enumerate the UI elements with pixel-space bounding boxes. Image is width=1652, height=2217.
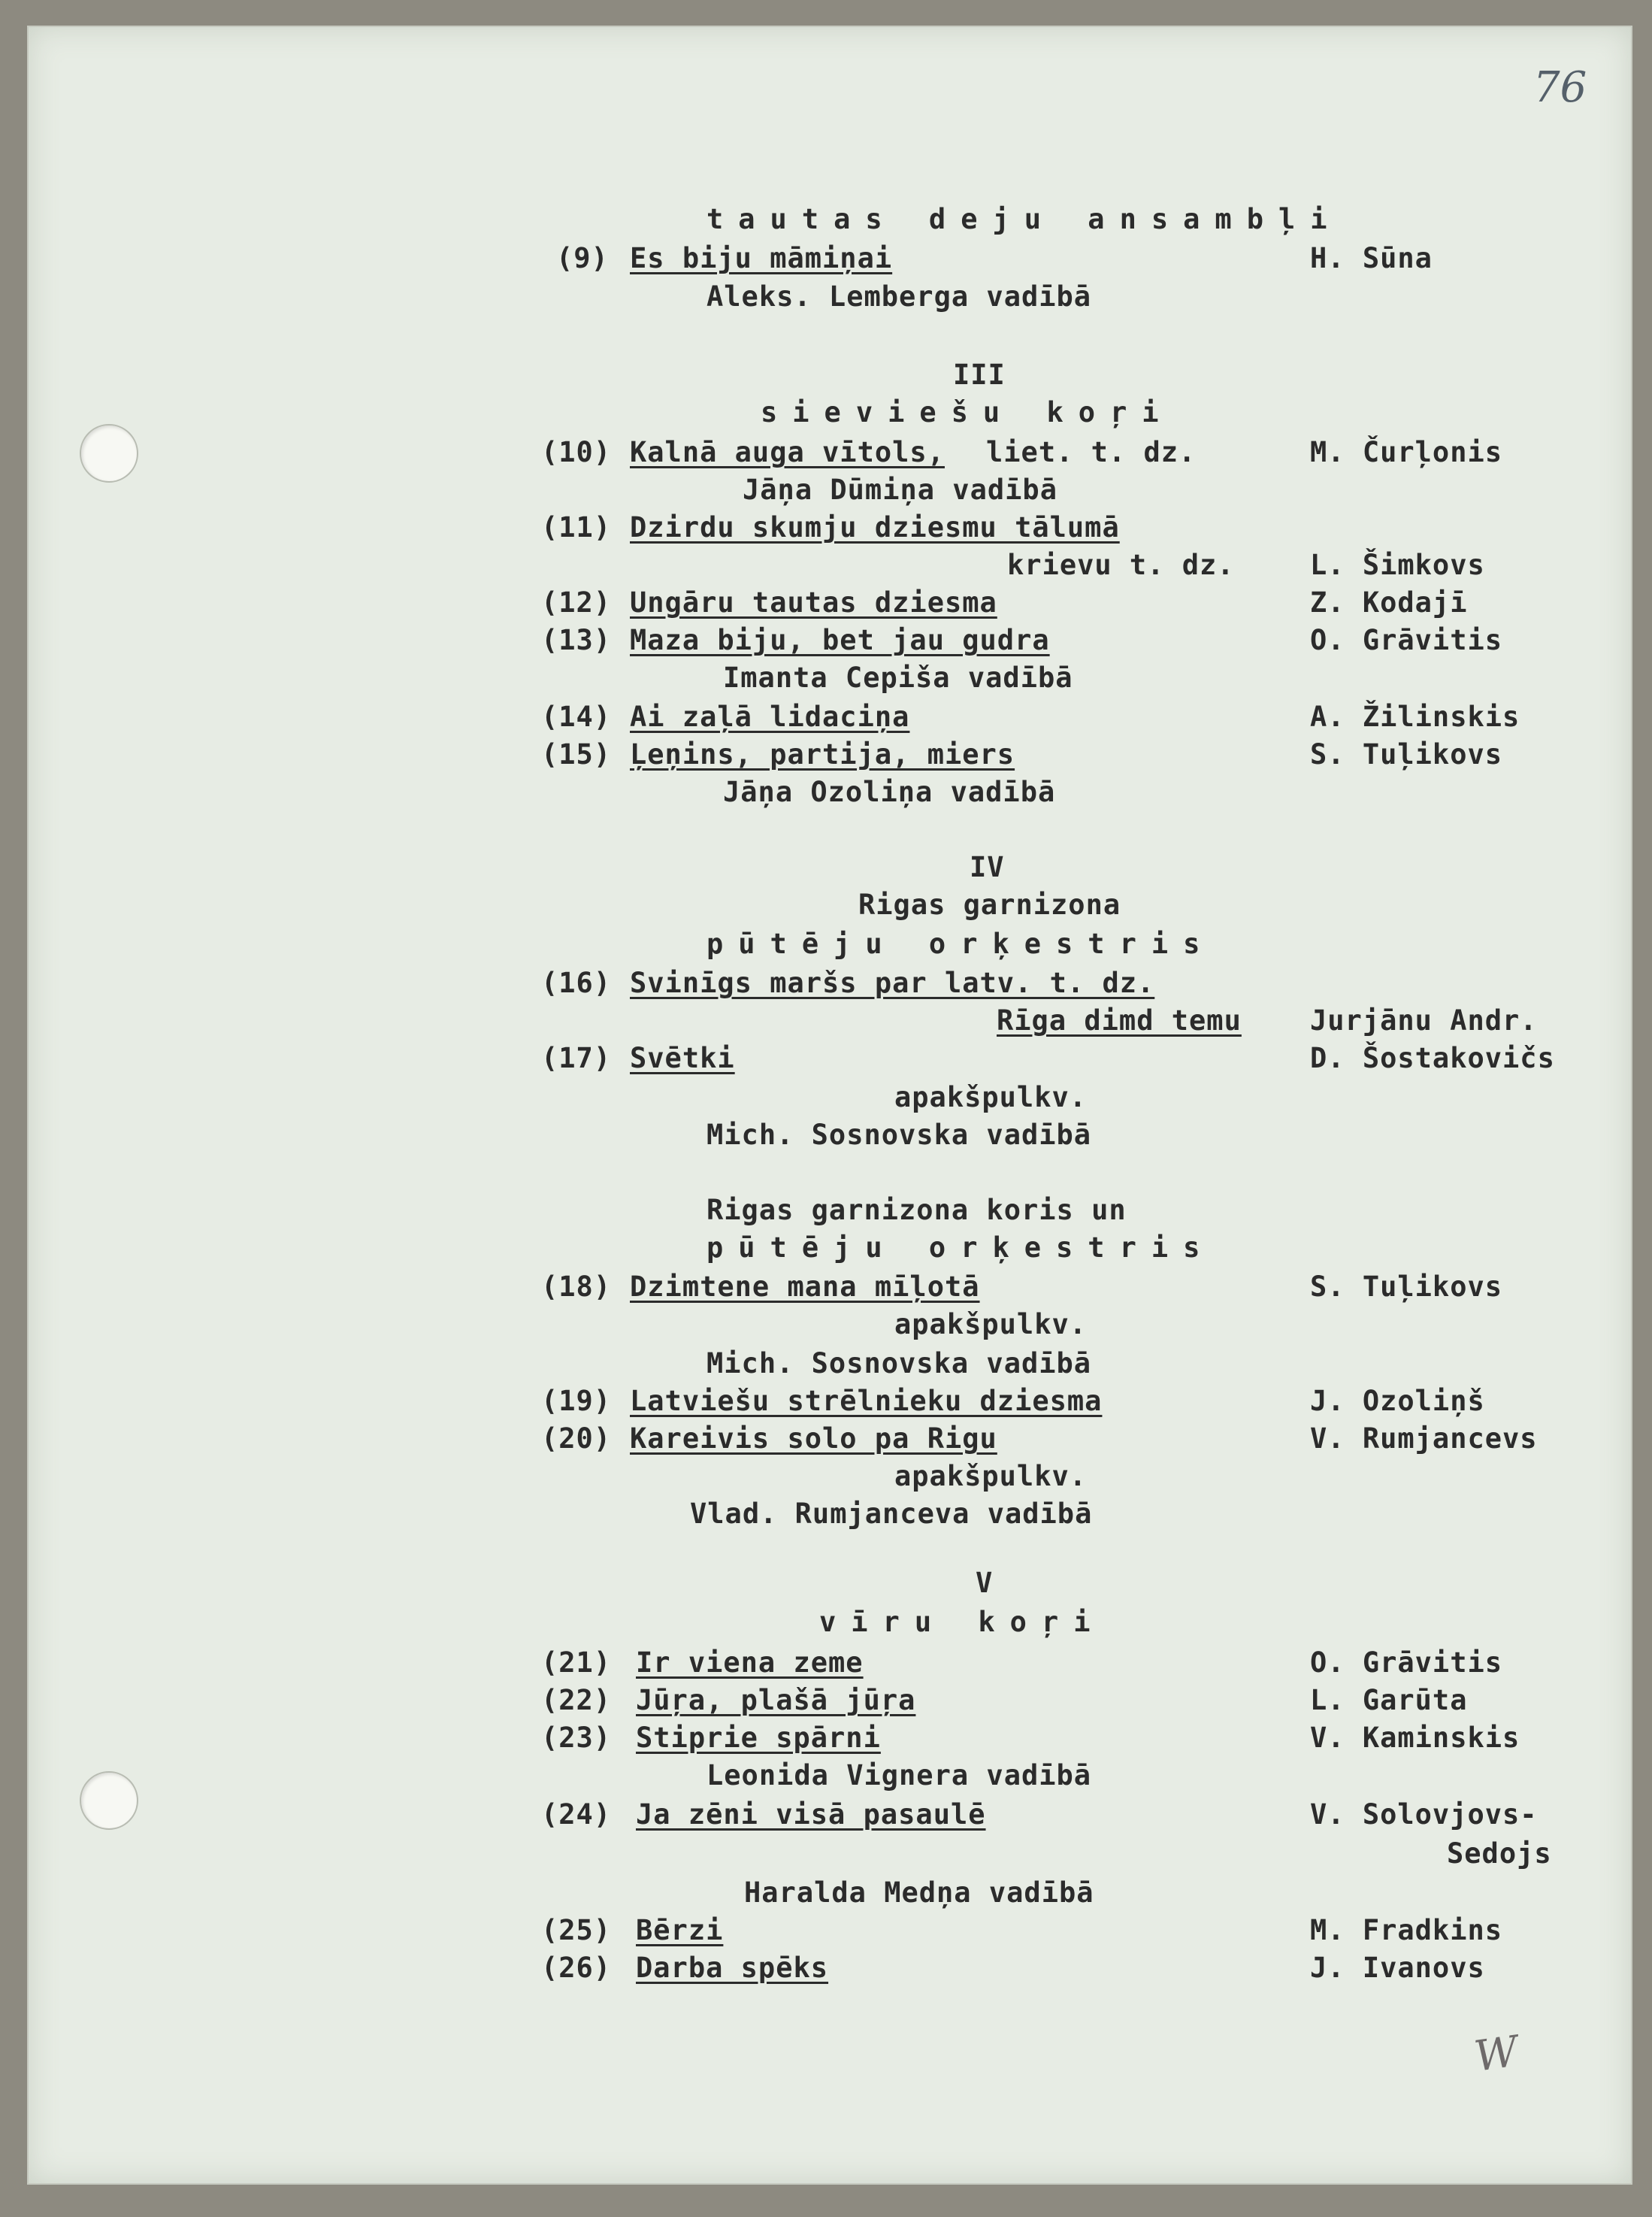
composer: V. Kaminskis xyxy=(1310,1722,1520,1754)
section-number: III xyxy=(953,359,1006,391)
group-heading: tautas deju ansambļi xyxy=(706,203,1342,235)
item-number: (18) xyxy=(541,1271,612,1303)
song-title: Stiprie spārni xyxy=(636,1722,881,1754)
conductor-line: Haralda Medņa vadībā xyxy=(744,1876,1094,1909)
punch-hole-top xyxy=(80,424,138,483)
page-number: 76 xyxy=(1533,63,1587,112)
conductor-line: Mich. Sosnovska vadībā xyxy=(706,1347,1092,1380)
item-number: (24) xyxy=(541,1798,612,1831)
item-number: (10) xyxy=(541,436,612,468)
item-number: (15) xyxy=(541,738,612,771)
song-title: Dzimtene mana mīļotā xyxy=(630,1271,980,1303)
song-title: Ungāru tautas dziesma xyxy=(630,586,997,619)
composer: O. Grāvitis xyxy=(1310,1646,1503,1679)
song-title: Dzirdu skumju dziesmu tālumā xyxy=(630,511,1120,544)
ensemble-heading: pūtēju orķestris xyxy=(706,1231,1215,1264)
conductor-rank: apakšpulkv. xyxy=(894,1308,1088,1340)
conductor-line: Aleks. Lemberga vadībā xyxy=(706,280,1092,313)
composer: S. Tuļikovs xyxy=(1310,1271,1503,1303)
ensemble-heading: Rigas garnizona koris un xyxy=(706,1194,1127,1226)
typewritten-page xyxy=(27,26,1632,2185)
song-title-continued: Rīga dimd temu xyxy=(997,1004,1242,1037)
composer-continued: Sedojs xyxy=(1447,1837,1552,1870)
composer: L. Šimkovs xyxy=(1310,549,1485,581)
composer: Z. Kodajī xyxy=(1310,586,1468,619)
section-number: V xyxy=(976,1567,994,1599)
item-number: (23) xyxy=(541,1722,612,1754)
song-title: Ja zēni visā pasaulē xyxy=(636,1798,986,1831)
item-number: (13) xyxy=(541,624,612,656)
section-heading: Rigas garnizona xyxy=(858,889,1121,921)
punch-hole-bottom xyxy=(80,1771,138,1830)
composer: J. Ozoliņš xyxy=(1310,1385,1485,1417)
song-title: Ļeņins, partija, miers xyxy=(630,738,1015,771)
song-title: Svētki xyxy=(630,1042,735,1074)
composer: H. Sūna xyxy=(1310,242,1433,274)
item-number: (22) xyxy=(541,1684,612,1716)
song-title: Svinīgs maršs par latv. t. dz. xyxy=(630,967,1155,999)
conductor-line: Leonida Vignera vadībā xyxy=(706,1759,1092,1791)
item-number: (9) xyxy=(556,242,609,274)
item-number: (26) xyxy=(541,1952,612,1984)
handwritten-mark: W xyxy=(1471,2027,1521,2082)
song-title: Jūŗa, plašā jūŗa xyxy=(636,1684,916,1716)
section-heading: pūtēju orķestris xyxy=(706,928,1215,960)
conductor-rank: apakšpulkv. xyxy=(894,1081,1088,1113)
conductor-line: Mich. Sosnovska vadībā xyxy=(706,1119,1092,1151)
song-title: Ir viena zeme xyxy=(636,1646,864,1679)
conductor-line: Jāņa Dūmiņa vadībā xyxy=(743,474,1057,506)
song-title: Maza biju, bet jau gudra xyxy=(630,624,1050,656)
item-number: (17) xyxy=(541,1042,612,1074)
conductor-line: Jāņa Ozoliņa vadībā xyxy=(723,776,1056,808)
song-title: Bērzi xyxy=(636,1914,724,1946)
song-title: Kareivis solo pa Rigu xyxy=(630,1422,997,1455)
composer: M. Fradkins xyxy=(1310,1914,1503,1946)
item-number: (11) xyxy=(541,511,612,544)
conductor-line: Vlad. Rumjanceva vadībā xyxy=(690,1498,1093,1530)
song-title: Darba spēks xyxy=(636,1952,829,1984)
item-number: (25) xyxy=(541,1914,612,1946)
section-heading: sieviešu koŗi xyxy=(761,396,1174,429)
composer: O. Grāvitis xyxy=(1310,624,1503,656)
song-note: krievu t. dz. xyxy=(1007,549,1235,581)
song-note: liet. t. dz. xyxy=(986,436,1197,468)
composer: L. Garūta xyxy=(1310,1684,1468,1716)
item-number: (12) xyxy=(541,586,612,619)
composer: J. Ivanovs xyxy=(1310,1952,1485,1984)
item-number: (20) xyxy=(541,1422,612,1455)
conductor-line: Imanta Cepiša vadībā xyxy=(723,662,1073,694)
section-heading: vīru koŗi xyxy=(819,1606,1106,1638)
song-title: Latviešu strēlnieku dziesma xyxy=(630,1385,1103,1417)
item-number: (19) xyxy=(541,1385,612,1417)
composer: S. Tuļikovs xyxy=(1310,738,1503,771)
item-number: (16) xyxy=(541,967,612,999)
composer: A. Žilinskis xyxy=(1310,701,1520,733)
item-number: (21) xyxy=(541,1646,612,1679)
composer: M. Čurļonis xyxy=(1310,436,1503,468)
conductor-rank: apakšpulkv. xyxy=(894,1460,1088,1492)
song-title: Kalnā auga vītols, xyxy=(630,436,945,468)
song-title: Ai zaļā lidaciņa xyxy=(630,701,910,733)
section-number: IV xyxy=(970,851,1005,883)
composer: D. Šostakovičs xyxy=(1310,1042,1555,1074)
composer: V. Rumjancevs xyxy=(1310,1422,1538,1455)
song-title: Es biju māmiņai xyxy=(630,242,893,274)
composer: Jurjānu Andr. xyxy=(1310,1004,1538,1037)
composer: V. Solovjovs- xyxy=(1310,1798,1538,1831)
item-number: (14) xyxy=(541,701,612,733)
